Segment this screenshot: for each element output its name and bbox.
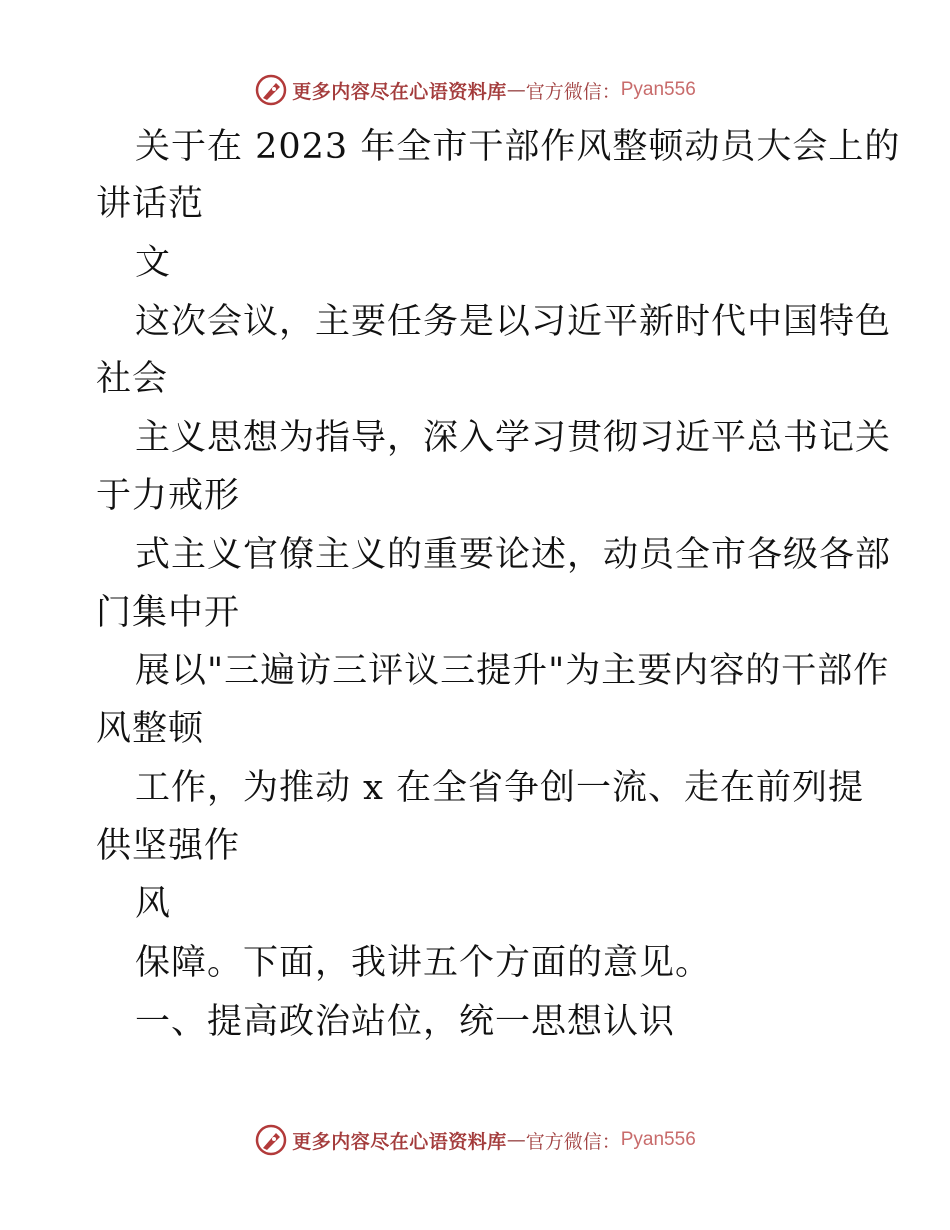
watermark-wechat-label: 官方微信： bbox=[525, 80, 621, 103]
text-line: 于力戒形 bbox=[96, 476, 241, 516]
text-line: 风整顿 bbox=[96, 709, 205, 749]
header-watermark bbox=[0, 70, 950, 110]
text-line: 一、提高政治站位，统一思想认识 bbox=[135, 1002, 676, 1042]
text-line: 保障。下面，我讲五个方面的意见。 bbox=[135, 943, 712, 983]
text-line: 文 bbox=[135, 243, 172, 283]
text-line: 式主义官僚主义的重要论述，动员全市各级各部 bbox=[135, 535, 892, 575]
watermark-wechat-label: 官方微信： bbox=[525, 1130, 621, 1153]
watermark-name: 更多内容尽在心语资料库 bbox=[292, 80, 507, 103]
text-line: 主义思想为指导，深入学习贯彻习近平总书记关 bbox=[135, 418, 892, 458]
text-line: 讲话范 bbox=[96, 184, 205, 224]
text-line: 供坚强作 bbox=[96, 826, 241, 866]
pen-nib-icon bbox=[254, 1123, 288, 1157]
watermark-separator: — bbox=[506, 79, 526, 101]
watermark-separator: — bbox=[506, 1129, 526, 1151]
text-line: 风 bbox=[135, 884, 172, 924]
pen-nib-icon bbox=[254, 73, 288, 107]
text-line: 这次会议，主要任务是以习近平新时代中国特色 bbox=[135, 302, 892, 342]
text-line: 展以"三遍访三评议三提升"为主要内容的干部作 bbox=[135, 651, 890, 691]
text-line: 工作，为推动 x 在全省争创一流、走在前列提 bbox=[135, 768, 864, 808]
text-line: 关于在 2023 年全市干部作风整顿动员大会上的 bbox=[135, 127, 901, 167]
watermark-name: 更多内容尽在心语资料库 bbox=[292, 1130, 507, 1153]
text-line: 社会 bbox=[96, 359, 169, 399]
text-line: 门集中开 bbox=[96, 593, 241, 633]
footer-watermark bbox=[0, 1120, 950, 1160]
watermark-wechat-id: Pyan556 bbox=[620, 79, 696, 100]
watermark-wechat-id: Pyan556 bbox=[620, 1129, 696, 1150]
